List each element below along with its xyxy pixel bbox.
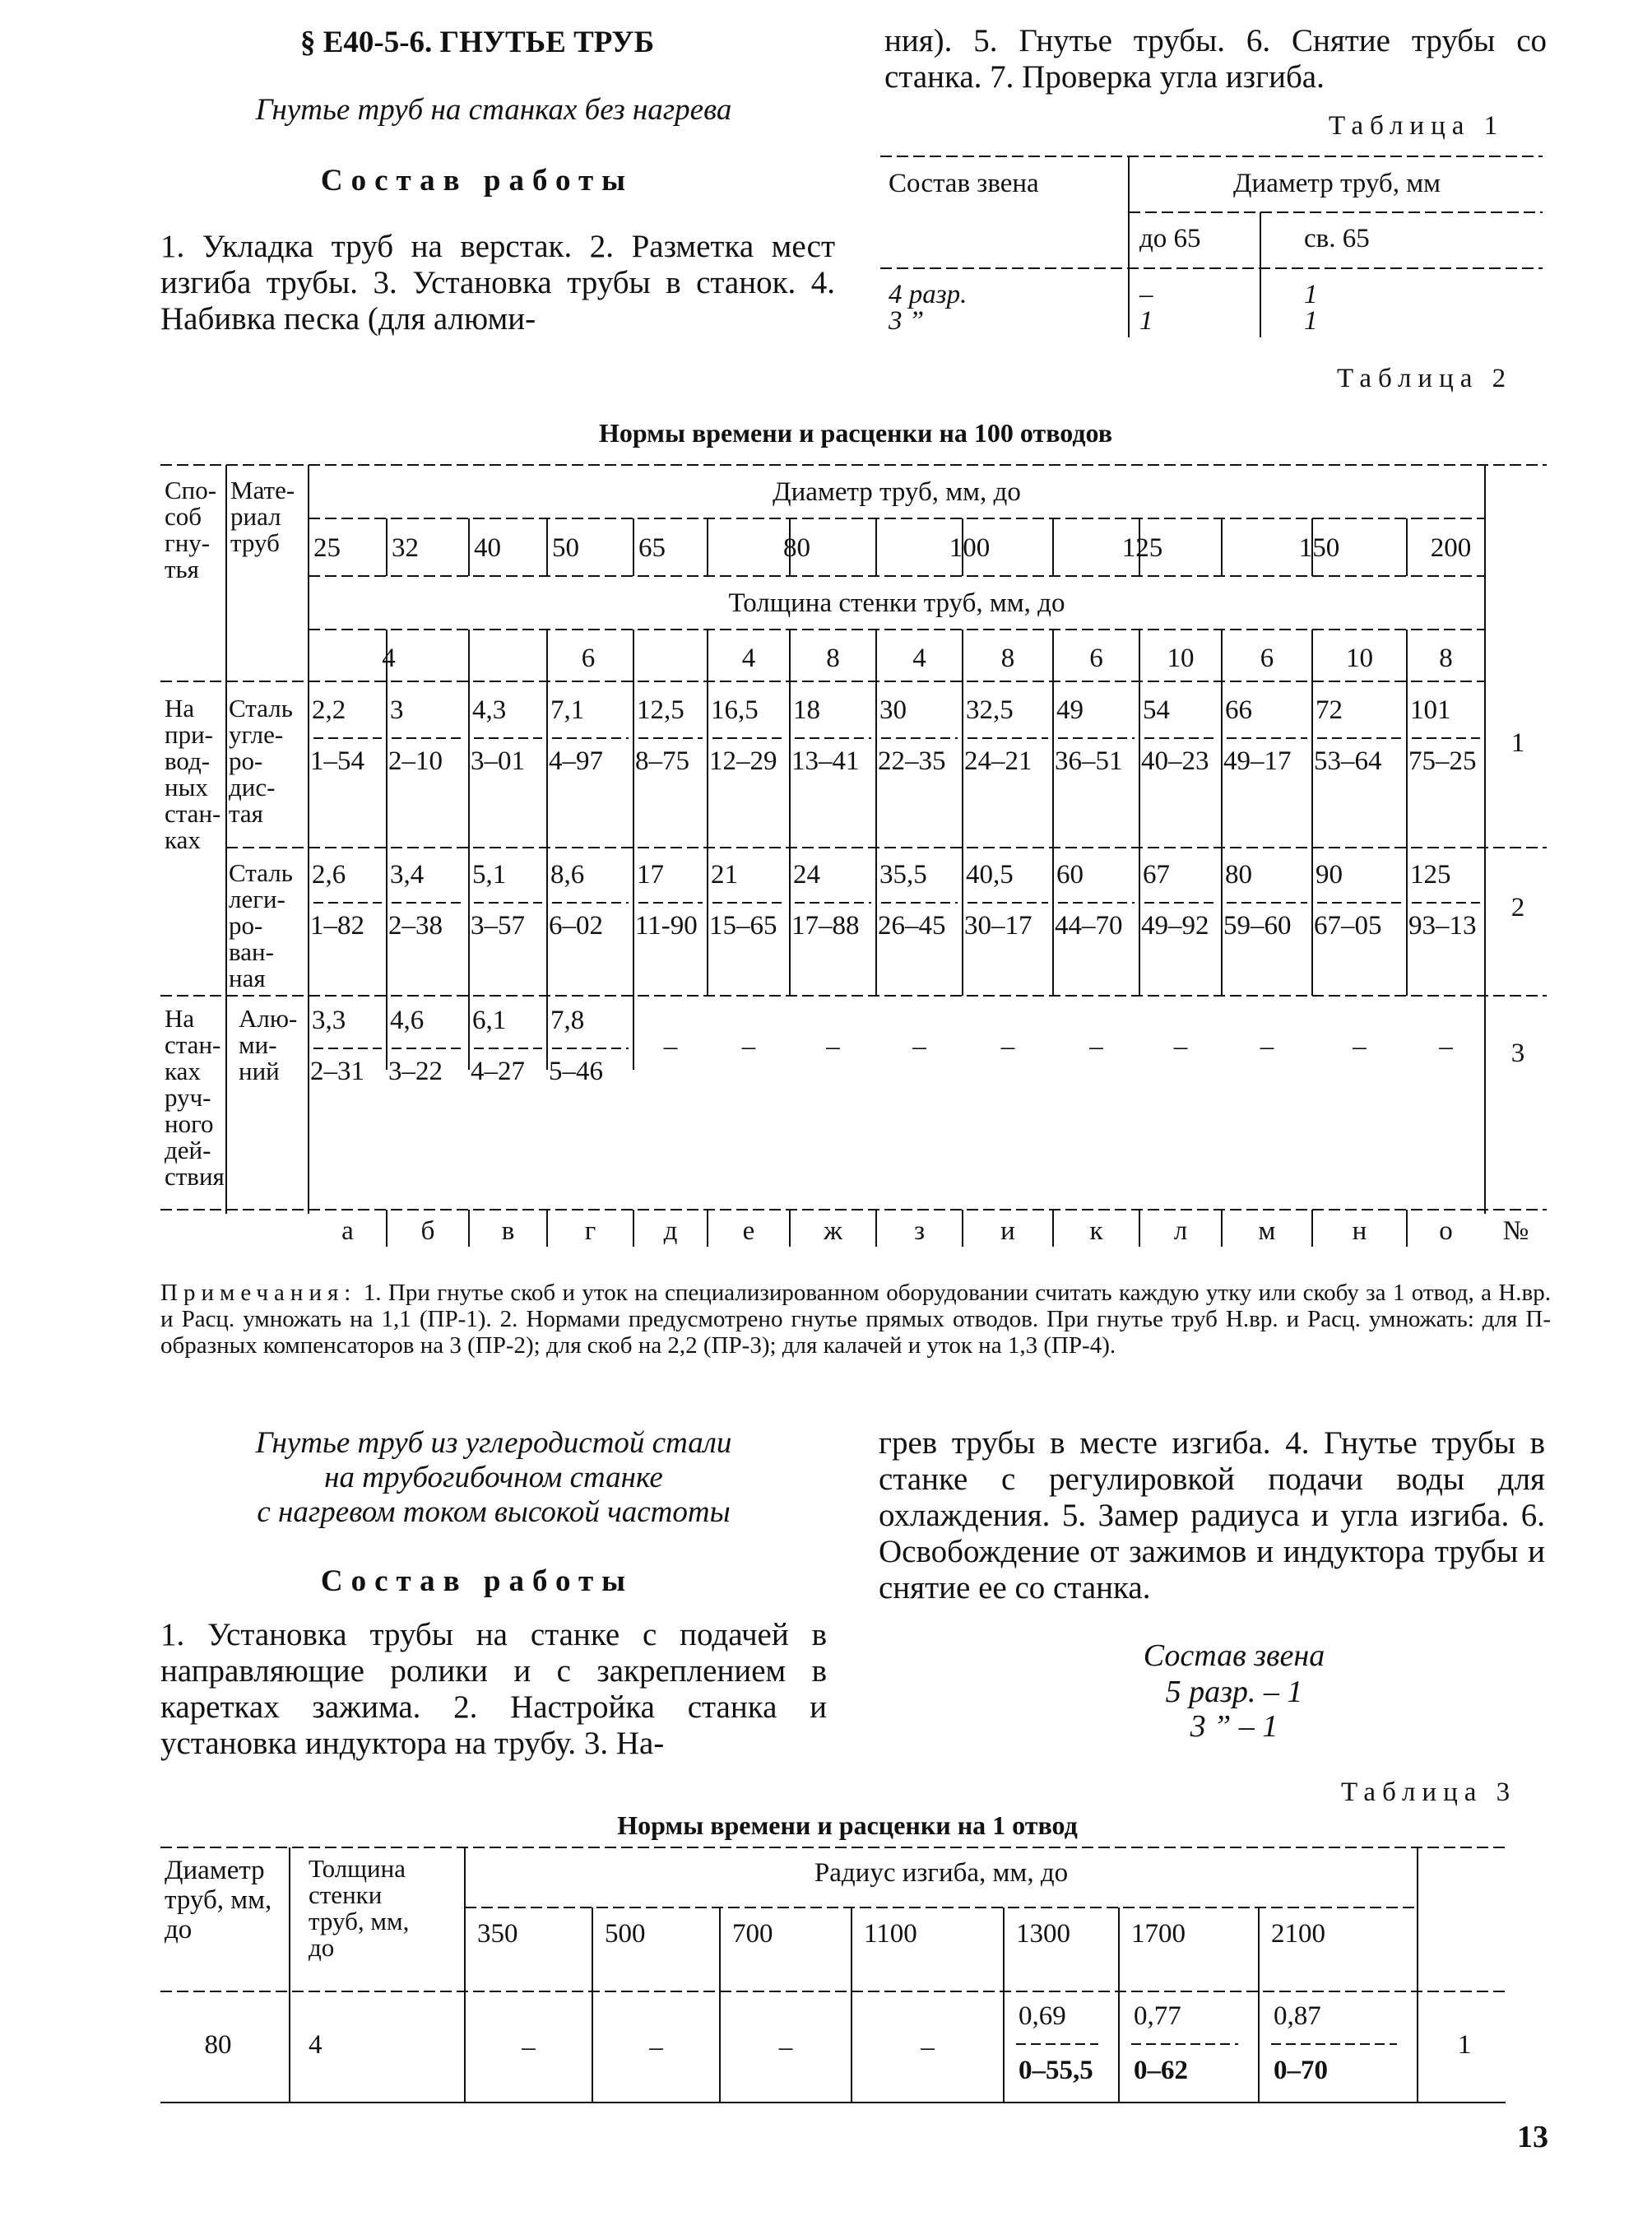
work-text: 1. Укладка труб на верстак. 2. Разметка мест изгиба трубы. 3. Установка трубы в станок. 4. Набивка песка (для алюми- — [160, 229, 835, 337]
work-heading: Состав работы — [320, 164, 634, 197]
table2-caption: Нормы времени и расценки на 100 отводов — [598, 418, 1113, 448]
table2-wall: 4 — [382, 644, 396, 673]
table2-norm: 72 — [1316, 695, 1343, 725]
table2-price: 36–51 — [1055, 746, 1123, 776]
table2-price: 3–57 — [471, 911, 525, 941]
table2-row-number: 2 — [1510, 893, 1525, 922]
table3-norm: 0,77 — [1134, 2001, 1181, 2031]
table2-price: 4–27 — [471, 1057, 525, 1086]
table3-head-diameter: Диаметр труб, мм, до — [165, 1856, 272, 1945]
table3-price: 0–70 — [1274, 2056, 1328, 2085]
page-number: 13 — [1517, 2120, 1548, 2154]
table2-method-powered: На при- вод- ных стан- ках — [165, 694, 221, 854]
table3-caption: Нормы времени и расценки на 1 отвод — [617, 1810, 1078, 1840]
table2-wall: 8 — [826, 644, 840, 673]
table2-price: 11-90 — [635, 911, 698, 941]
table2-norm: 125 — [1410, 860, 1451, 890]
section2-work-heading: Состав работы — [320, 1564, 634, 1598]
table2-diameter-150: 150 — [1298, 533, 1340, 563]
table2-norm: 3,3 — [312, 1006, 346, 1035]
table2-method-manual: На стан- ках руч- ного дей- ствия — [165, 1004, 225, 1191]
table2-norm: 7,1 — [550, 695, 585, 725]
table2-dash: – — [912, 1032, 926, 1062]
table2-material: Алю- ми- ний — [239, 1004, 298, 1085]
table2-head-wall: Толщина стенки труб, мм, до — [728, 588, 1065, 618]
table2-norm: 8,6 — [550, 860, 585, 890]
table2-price: 2–38 — [388, 911, 443, 941]
table3-radius-500: 500 — [605, 1919, 646, 1949]
table2-norm: 16,5 — [711, 695, 759, 725]
table2-norm: 2,6 — [312, 860, 346, 890]
table2-price: 59–60 — [1223, 911, 1292, 941]
table1-row2-b: 1 — [1304, 306, 1318, 336]
table3-head-radius: Радиус изгиба, мм, до — [814, 1858, 1069, 1888]
table2-wall: 10 — [1167, 644, 1195, 673]
table2-wall: 4 — [912, 644, 926, 673]
table2-col-letter: з — [913, 1216, 926, 1246]
table1-row2-crew: 3 ” — [889, 306, 925, 336]
table2-diameter-80: 80 — [783, 533, 810, 563]
table3-norm: 0,87 — [1274, 2001, 1321, 2031]
table2-norm: 80 — [1225, 860, 1252, 890]
table2-dash: – — [1000, 1032, 1015, 1062]
table2-norm: 17 — [637, 860, 664, 890]
table1-label: Таблица 1 — [1329, 111, 1505, 141]
table2-norm: 21 — [711, 860, 738, 890]
table3-wall: 4 — [309, 2030, 323, 2060]
table2-norm: 49 — [1056, 695, 1084, 725]
table2-label: Таблица 2 — [1337, 364, 1513, 393]
table2-price: 17–88 — [791, 911, 860, 941]
table2-diameter-100: 100 — [949, 533, 991, 563]
table2-norm: 90 — [1316, 860, 1343, 890]
table2-price: 75–25 — [1408, 746, 1477, 776]
table3-row-number: 1 — [1457, 2030, 1472, 2060]
table2-price: 2–10 — [388, 746, 443, 776]
table2-col-letter: н — [1352, 1216, 1367, 1246]
table3-dash: – — [522, 2033, 536, 2062]
table2-diameter-32: 32 — [392, 533, 419, 563]
section2-crew-line1: 5 разр. – 1 — [1165, 1675, 1303, 1709]
table3-radius-350: 350 — [477, 1919, 518, 1949]
table2-norm: 66 — [1225, 695, 1252, 725]
table2-wall: 4 — [741, 644, 756, 673]
table2-price: 49–92 — [1141, 911, 1209, 941]
table3-price: 0–62 — [1134, 2056, 1188, 2085]
table2-norm: 2,2 — [312, 695, 346, 725]
table1-col-a: до 65 — [1139, 224, 1201, 253]
table2-norm: 24 — [793, 860, 820, 890]
table1-row1-crew: 4 разр. — [889, 280, 968, 309]
table2-norm: 12,5 — [637, 695, 684, 725]
table3-price: 0–55,5 — [1019, 2056, 1093, 2085]
table2-col-letter: и — [1000, 1216, 1015, 1246]
table3-dash: – — [778, 2033, 793, 2062]
table3-norm: 0,69 — [1019, 2001, 1066, 2031]
table1-row1-b: 1 — [1304, 280, 1318, 309]
table2-wall: 6 — [1260, 644, 1274, 673]
table2-row-number: 1 — [1510, 728, 1525, 758]
table3-radius-2100: 2100 — [1271, 1919, 1325, 1949]
section-subtitle: Гнутье труб на станках без нагрева — [255, 93, 732, 127]
table2-price: 4–97 — [549, 746, 603, 776]
table3-radius-700: 700 — [732, 1919, 773, 1949]
table2-dash: – — [1353, 1032, 1367, 1062]
table1-head-diameter: Диаметр труб, мм — [1233, 169, 1441, 198]
table2-head-material: Мате- риал труб — [230, 476, 295, 557]
notes-label: Примечания: — [160, 1280, 357, 1306]
table2-diameter-125: 125 — [1121, 533, 1163, 563]
table2-dash: – — [741, 1032, 756, 1062]
table2-col-letter: б — [420, 1216, 435, 1246]
table2-head-diameter: Диаметр труб, мм, до — [773, 477, 1021, 507]
table3-radius-1100: 1100 — [864, 1919, 917, 1949]
table2-dash: – — [1260, 1032, 1274, 1062]
table3-radius-1700: 1700 — [1131, 1919, 1186, 1949]
table2-norm: 40,5 — [966, 860, 1014, 890]
section2-work-text-left: 1. Установка трубы на станке с подачей в направляющие ролики и с закреплением в каретках зажима. 2. Настройка станка и установка индуктора на трубу. 3. На- — [160, 1617, 827, 1761]
table2-price: 93–13 — [1408, 911, 1477, 941]
table2-norm: 4,6 — [390, 1006, 425, 1035]
table3-label: Таблица 3 — [1341, 1777, 1517, 1807]
table2-dash: – — [826, 1032, 840, 1062]
table2-price: 2–31 — [310, 1057, 364, 1086]
table1-head-crew: Состав звена — [889, 169, 1039, 198]
table2-row-number: 3 — [1510, 1039, 1525, 1068]
table2-norm: 32,5 — [966, 695, 1014, 725]
table2-norm: 30 — [879, 695, 907, 725]
table2-diameter-65: 65 — [638, 533, 666, 563]
table2-price: 5–46 — [549, 1057, 603, 1086]
table2-material: Сталь леги- ро- ван- ная — [229, 858, 293, 992]
table2-col-letter: № — [1502, 1216, 1529, 1246]
table2-price: 30–17 — [964, 911, 1032, 941]
notes-text: 1. При гнутье скоб и уток на специализированном оборудовании считать каждую утку или скобу за 1 отвод, а Н.вр. и Расц. умножать на 1,1 (ПР-1). 2. Нормами предусмотрено гнутье прямых отводов. При гнутье труб Н.вр. и Расц. умножать: для П-образных компенсаторов на 3 (ПР-2); для скоб на 2,2 (ПР-3); для калачей и уток на 1,3 (ПР-4). — [160, 1280, 1551, 1359]
table2-col-letter: о — [1439, 1216, 1453, 1246]
table2-dash: – — [1173, 1032, 1188, 1062]
table1-row2-a: 1 — [1139, 306, 1153, 336]
table2-price: 26–45 — [878, 911, 946, 941]
table2-price: 3–22 — [388, 1057, 443, 1086]
table2-material: Сталь угле- ро- дис- тая — [229, 694, 293, 828]
section2-subtitle-2: на трубогибочном станке — [324, 1461, 663, 1494]
table2-price: 8–75 — [635, 746, 689, 776]
table2-price: 24–21 — [964, 746, 1032, 776]
table3-dash: – — [921, 2033, 935, 2062]
table2-price: 13–41 — [791, 746, 860, 776]
section2-subtitle-1: Гнутье труб из углеродистой стали — [255, 1426, 732, 1460]
table2-price: 15–65 — [709, 911, 777, 941]
table2-norm: 101 — [1410, 695, 1451, 725]
table2-norm: 7,8 — [550, 1006, 585, 1035]
table2-diameter-25: 25 — [313, 533, 341, 563]
table2-price: 1–54 — [310, 746, 364, 776]
table2-wall: 8 — [1439, 644, 1453, 673]
table2-price: 44–70 — [1055, 911, 1123, 941]
section-title: § Е40-5-6. ГНУТЬЕ ТРУБ — [299, 26, 655, 59]
table2-norm: 5,1 — [472, 860, 507, 890]
table2-wall: 6 — [1089, 644, 1103, 673]
table2-col-letter: л — [1173, 1216, 1188, 1246]
section2-crew-line2: 3 ” – 1 — [1190, 1709, 1278, 1744]
table2-col-letter: г — [584, 1216, 596, 1246]
table2-norm: 18 — [793, 695, 820, 725]
table2-head-method: Спо- соб гну- тья — [165, 476, 217, 583]
table2-dash: – — [1439, 1032, 1453, 1062]
table2-col-letter: е — [742, 1216, 755, 1246]
table2-price: 40–23 — [1141, 746, 1209, 776]
table2-diameter-50: 50 — [552, 533, 579, 563]
table2-norm: 3,4 — [390, 860, 425, 890]
table2-diameter-40: 40 — [474, 533, 501, 563]
table2-price: 3–01 — [471, 746, 525, 776]
table2-norm: 54 — [1143, 695, 1170, 725]
table2-norm: 67 — [1143, 860, 1170, 890]
work-text-continued: ния). 5. Гнутье трубы. 6. Снятие трубы со станка. 7. Проверка угла изгиба. — [884, 23, 1547, 95]
table2-col-letter: в — [501, 1216, 515, 1246]
table2-col-letter: д — [663, 1216, 678, 1246]
section2-crew-title: Состав звена — [1143, 1638, 1325, 1673]
table2-wall: 6 — [581, 644, 596, 673]
table2-col-letter: к — [1089, 1216, 1103, 1246]
table3-head-wall: Толщина стенки труб, мм, до — [309, 1854, 410, 1962]
table3-dash: – — [649, 2033, 663, 2062]
section2-work-text-right: грев трубы в месте изгиба. 4. Гнутье трубы в станке с регулировкой подачи воды для охлаждения. 5. Замер радиуса и угла изгиба. 6. Освобождение от зажимов и индуктора трубы и снятие ее со станка. — [879, 1425, 1545, 1605]
table2-norm: 60 — [1056, 860, 1084, 890]
table2-price: 53–64 — [1314, 746, 1382, 776]
table2-dash: – — [1089, 1032, 1103, 1062]
table2-price: 1–82 — [310, 911, 364, 941]
table3-radius-1300: 1300 — [1016, 1919, 1070, 1949]
table2-norm: 35,5 — [879, 860, 927, 890]
table2-price: 6–02 — [549, 911, 603, 941]
table2-norm: 4,3 — [472, 695, 507, 725]
table2-wall: 10 — [1346, 644, 1373, 673]
table3-diameter: 80 — [204, 2030, 232, 2060]
table1-col-b: св. 65 — [1304, 224, 1370, 253]
table2-col-letter: м — [1258, 1216, 1276, 1246]
table1-row1-a: – — [1139, 280, 1153, 309]
table2-col-letter: а — [341, 1216, 354, 1246]
table2-col-letter: ж — [824, 1216, 842, 1246]
table2-price: 22–35 — [878, 746, 946, 776]
table2-norm: 6,1 — [472, 1006, 507, 1035]
table2-price: 49–17 — [1223, 746, 1292, 776]
table2-diameter-200: 200 — [1430, 533, 1472, 563]
table2-norm: 3 — [390, 695, 404, 725]
table2-wall: 8 — [1000, 644, 1015, 673]
section2-subtitle-3: с нагревом током высокой частоты — [257, 1495, 731, 1529]
table2-price: 67–05 — [1314, 911, 1382, 941]
table2-dash: – — [663, 1032, 678, 1062]
table2-price: 12–29 — [709, 746, 777, 776]
